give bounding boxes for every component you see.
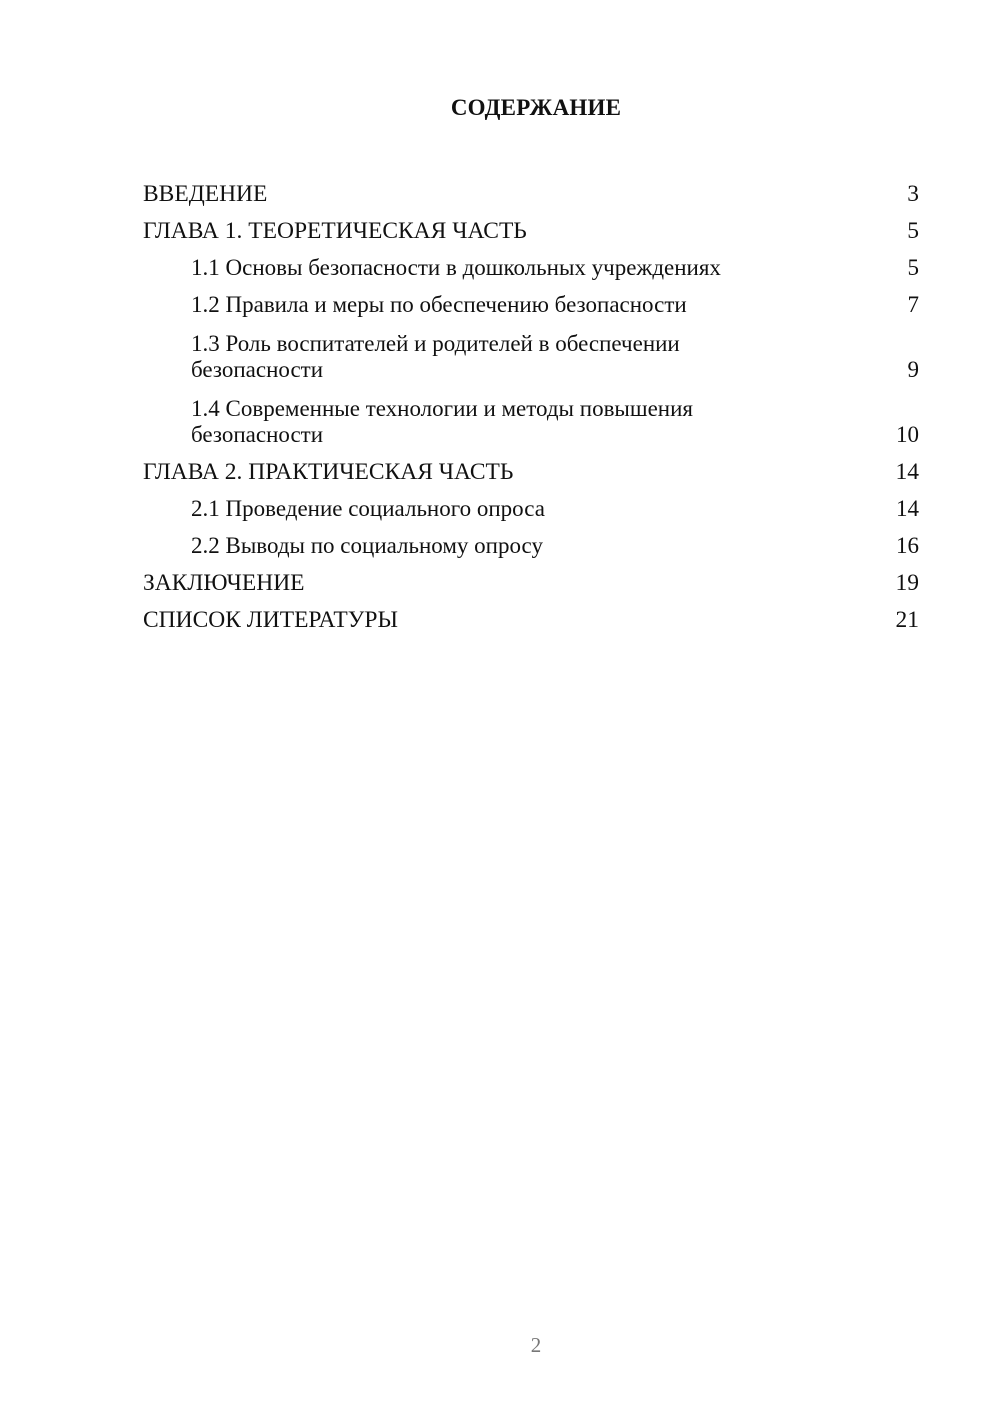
toc-entry-page: 10 — [896, 422, 919, 447]
toc-entry-introduction[interactable] — [143, 170, 919, 207]
toc-entry-label: ГЛАВА 2. ПРАКТИЧЕСКАЯ ЧАСТЬ — [143, 459, 514, 485]
toc-entry-page: 5 — [907, 255, 919, 280]
toc-entry-chapter-2[interactable] — [143, 448, 919, 485]
toc-entry-conclusion[interactable] — [143, 559, 919, 596]
toc-entry-label: СПИСОК ЛИТЕРАТУРЫ — [143, 607, 398, 633]
toc-entry-page: 14 — [896, 496, 919, 521]
toc-entry-page: 16 — [896, 533, 919, 558]
toc-entry-label: 1.1 Основы безопасности в дошкольных учреждениях — [191, 255, 721, 280]
toc-entry-label: 1.2 Правила и меры по обеспечению безопасности — [191, 292, 687, 317]
page-number: 2 — [530, 1333, 542, 1357]
toc-entry-label: 2.1 Проведение социального опроса — [191, 496, 545, 521]
toc-entry-page: 19 — [895, 570, 919, 596]
toc-entry-bibliography[interactable] — [143, 596, 919, 633]
toc-entry-section-2-1[interactable] — [143, 485, 919, 522]
toc-entry-section-1-2[interactable] — [143, 281, 919, 318]
toc-entry-section-2-2[interactable] — [143, 522, 919, 559]
toc-entry-label: ГЛАВА 1. ТЕОРЕТИЧЕСКАЯ ЧАСТЬ — [143, 218, 527, 244]
toc-entry-page: 7 — [907, 292, 919, 317]
toc-entry-label: ЗАКЛЮЧЕНИЕ — [143, 570, 305, 596]
toc-entry-label: 2.2 Выводы по социальному опросу — [191, 533, 543, 558]
toc-entry-page: 3 — [907, 181, 919, 207]
toc-entry-label: ВВЕДЕНИЕ — [143, 181, 268, 207]
page-title: СОДЕРЖАНИЕ — [450, 95, 622, 120]
toc-entry-label: 1.4 Современные технологии и методы повышения безопасности — [191, 396, 693, 447]
toc-entry-page: 21 — [895, 607, 919, 633]
toc-entry-section-1-4[interactable] — [143, 383, 919, 448]
toc-entry-page: 9 — [907, 357, 919, 382]
toc-entry-label: 1.3 Роль воспитателей и родителей в обеспечении безопасности — [191, 331, 680, 382]
toc-entry-section-1-1[interactable] — [143, 244, 919, 281]
toc-entry-page: 5 — [907, 218, 919, 244]
table-of-contents — [143, 170, 919, 633]
toc-entry-page: 14 — [895, 459, 919, 485]
toc-entry-chapter-1[interactable] — [143, 207, 919, 244]
toc-entry-section-1-3[interactable] — [143, 318, 919, 383]
